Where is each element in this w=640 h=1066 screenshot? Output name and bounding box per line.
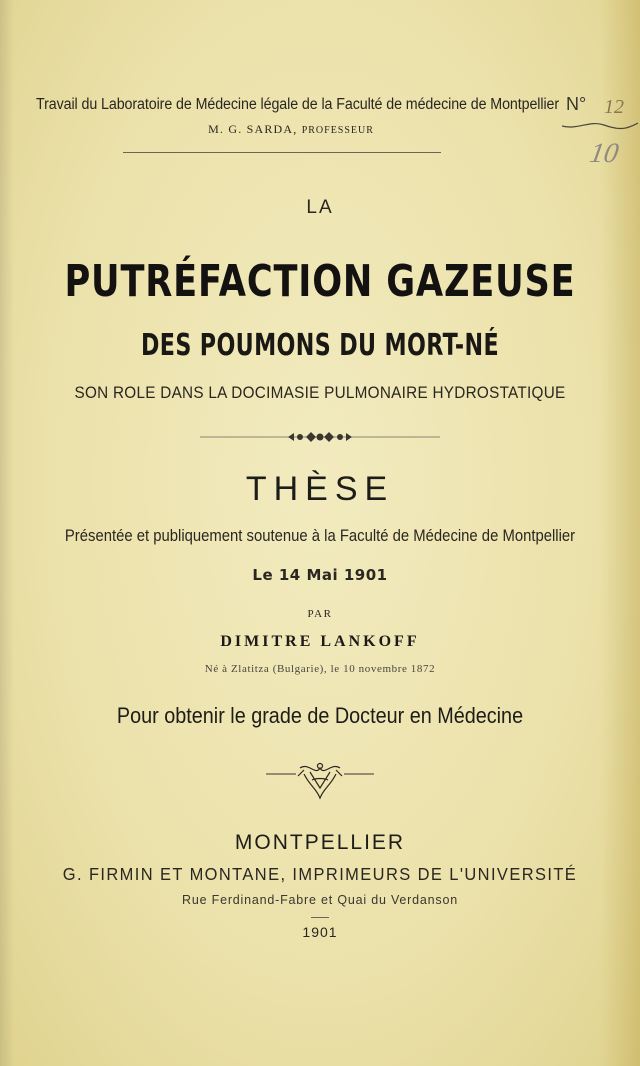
laboratory-header: Travail du Laboratoire de Médecine légale de la Faculté de médecine de Montpellier [36,96,560,113]
main-title: PUTRÉFACTION GAZEUSE [64,256,576,307]
by-label: PAR [307,608,333,620]
printer-vignette-icon [260,758,380,804]
ornamental-divider [200,428,440,446]
thesis-heading: THÈSE [245,470,395,508]
catalog-number-label: N° [566,94,587,114]
year-rule [311,917,329,918]
secondary-title: DES POUMONS DU MORT-NÉ [141,328,499,363]
author-name: DIMITRE LANKOFF [220,633,420,650]
catalog-underline-flourish [560,118,640,132]
professor-title: PROFESSEUR [301,125,374,136]
imprint-year: 1901 [302,924,338,940]
author-birth-line: Né à Zlatitza (Bulgarie), le 10 novembre 1872 [204,663,436,675]
degree-purpose: Pour obtenir le grade de Docteur en Médecine [116,703,524,728]
subtitle: SON ROLE DANS LA DOCIMASIE PULMONAIRE HYDROSTATIQUE [74,383,566,402]
defense-date: Le 14 Mai 1901 [252,566,388,584]
title-article: LA [306,197,334,218]
header-rule [123,152,441,153]
imprint-printer: G. FIRMIN ET MONTANE, IMPRIMEURS DE L'UNIVERSITÉ [62,864,578,884]
catalog-number-value: 12 [604,96,624,118]
handwritten-shelf-mark: 10 [587,138,621,169]
imprint-address: Rue Ferdinand-Fabre et Quai du Verdanson [182,893,458,907]
professor-name: M. G. SARDA, [208,122,298,136]
presentation-line: Présentée et publiquement soutenue à la Faculté de Médecine de Montpellier [64,527,576,545]
imprint-city: MONTPELLIER [234,831,406,854]
professor-line [36,122,546,137]
